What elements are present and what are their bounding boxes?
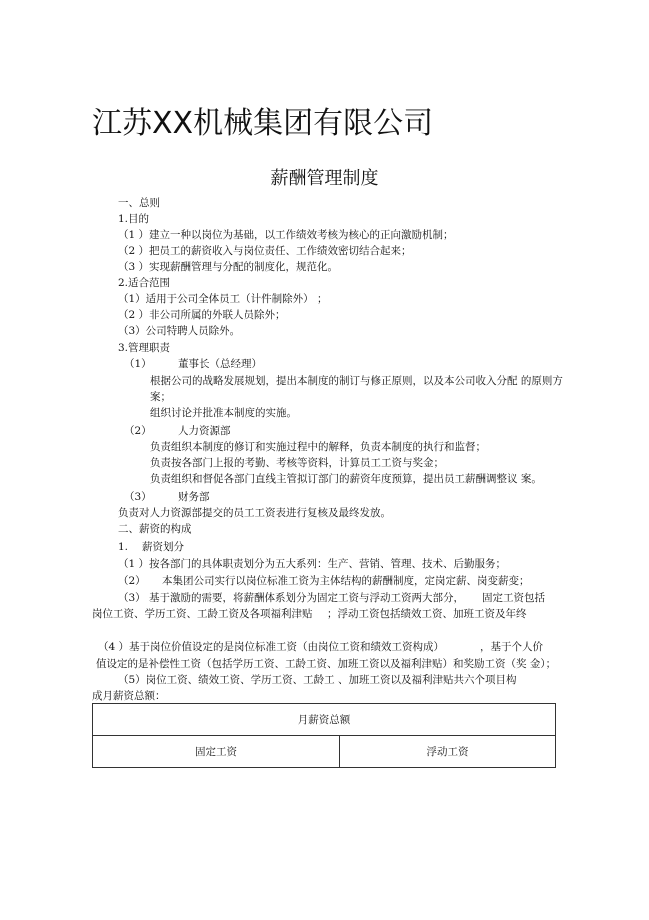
item-heading: 董事长（总经理） [178,358,262,370]
table-cell-floating: 浮动工资 [340,736,556,768]
text-line: 固定工资包括 [482,592,545,604]
text-line: 负责组织本制度的修订和实施过程中的解释，负责本制度的执行和监督； [150,441,486,453]
item-number: 1. [118,541,129,553]
text-line: 组织讨论并批准本制度的实施。 [150,407,297,419]
document-title: 薪酬管理制度 [270,168,379,189]
company-name: 江苏XX机械集团有限公司 [92,106,434,141]
text-line: ；浮动工资包括绩效工资、加班工资及年终 [327,608,527,620]
text-line: 根据公司的战略发展规划，提出本制度的制订与修正原则，以及本公司收入分配 的原则方 [150,375,563,387]
text-line: 本集团公司实行以岗位标准工资为主体结构的薪酬制度，定岗定薪、岗变薪变； [162,575,530,587]
text-line: （2 ）把员工的薪资收入与岗位责任、工作绩效密切结合起来； [118,245,412,257]
subsection-heading: 3.管理职责 [118,342,171,354]
item-number: （3） [124,491,152,503]
text-line: 负责对人力资源部提交的员工工资表进行复核及最终发放。 [118,507,391,519]
table-cell-fixed: 固定工资 [93,736,340,768]
text-line: （1 ）建立一种以岗位为基础，以工作绩效考核为核心的正向激励机制； [118,229,454,241]
item-number: （2） [124,425,152,437]
subsection-heading: 2.适合范围 [118,277,171,289]
item-heading: 财务部 [178,491,210,503]
text-line: 岗位工资、学历工资、工龄工资及各项福利津贴 [92,608,313,620]
item-number: （2） [118,575,146,587]
subsection-heading: 1.目的 [118,213,150,225]
table-header-cell: 月薪资总额 [93,704,556,736]
text-line: （1 ）按各部门的具体职责划分为五大系列：生产、营销、管理、技术、后勤服务； [118,558,507,570]
text-line: 负责组织和督促各部门直线主管拟订部门的薪资年度预算，提出员工薪酬调整议 案。 [150,473,542,485]
text-line: （1）适用于公司全体员工（计件制除外） ； [118,293,328,305]
text-line: 案； [150,391,171,403]
text-line: （2 ）非公司所属的外联人员除外； [118,309,286,321]
section-heading: 二、薪资的构成 [118,523,192,535]
item-heading: 人力资源部 [178,425,231,437]
text-line: （3） 基于激励的需要，将薪酬体系划分为固定工资与浮动工资两大部分， [118,592,465,604]
text-line: （3 ）实现薪酬管理与分配的制度化，规范化。 [118,261,339,273]
text-line: （5）岗位工资、绩效工资、学历工资、工龄工 、加班工资以及福利津贴共六个项目构 [118,674,517,686]
text-line: 值设定的是补偿性工资（包括学历工资、工龄工资、加班工资以及福利津贴）和奖励工资（奖 金）； [96,658,557,670]
text-line: （3）公司特聘人员除外。 [118,325,241,337]
salary-table [92,703,556,768]
text-line: ，基于个人价 [480,641,543,653]
text-line: 负责按各部门上报的考勤、考核等资料，计算员工工资与奖金； [150,457,444,469]
section-heading: 一、总则 [118,197,160,209]
item-number: （1） [124,358,152,370]
subsection-heading: 薪资划分 [142,541,184,553]
text-line: （4 ）基于岗位价值设定的是岗位标准工资（由岗位工资和绩效工资构成） [98,641,445,653]
text-line: 成月薪资总额： [92,690,166,702]
